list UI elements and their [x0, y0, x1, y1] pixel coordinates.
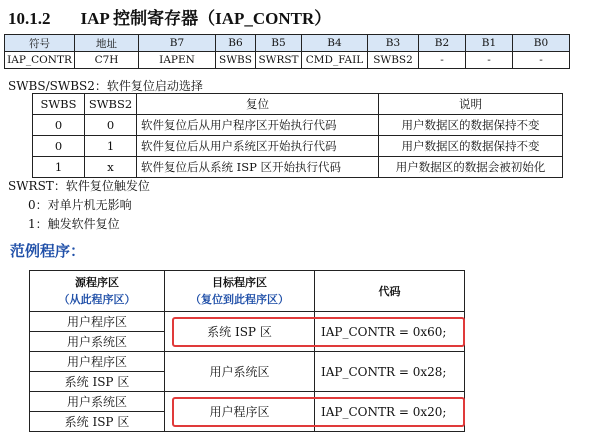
swrst-option: 1：触发软件复位	[28, 217, 120, 231]
swbs-cell: 软件复位后从用户程序区开始执行代码	[137, 115, 379, 136]
target-cell: 系统 ISP 区	[165, 312, 315, 352]
register-cell: -	[513, 52, 570, 69]
register-cell: -	[419, 52, 466, 69]
register-cell: SWBS2	[368, 52, 419, 69]
register-header-cell: B6	[216, 35, 256, 52]
register-header-row	[5, 35, 570, 52]
target-cell: 用户程序区	[165, 392, 315, 432]
swbs-cell: 软件复位后从系统 ISP 区开始执行代码	[137, 157, 379, 178]
section-number: 10.1.2	[8, 9, 51, 28]
swbs-cell: 软件复位后从用户系统区开始执行代码	[137, 136, 379, 157]
source-cell: 系统 ISP 区	[30, 412, 165, 432]
swbs-cell: x	[85, 157, 137, 178]
target-header-sub: （复位到此程序区）	[190, 293, 289, 306]
target-header-title: 目标程序区	[212, 276, 267, 289]
swrst-option: 0：对单片机无影响	[28, 198, 132, 212]
register-cell: IAPEN	[139, 52, 216, 69]
register-table	[4, 34, 570, 69]
source-cell: 用户系统区	[30, 392, 165, 412]
register-header-cell: B3	[368, 35, 419, 52]
source-cell: 用户系统区	[30, 332, 165, 352]
register-header-cell: B0	[513, 35, 570, 52]
swbs-cell: 0	[33, 115, 85, 136]
code-cell: IAP_CONTR = 0x20;	[315, 392, 465, 432]
register-header-cell: B1	[466, 35, 513, 52]
register-cell: IAP_CONTR	[5, 52, 75, 69]
register-header-cell: 地址	[75, 35, 139, 52]
register-header-cell: B5	[256, 35, 302, 52]
swbs-header-cell: SWBS	[33, 94, 85, 115]
section-heading	[8, 4, 331, 29]
swbs-cell: 1	[85, 136, 137, 157]
example-title: 范例程序：	[10, 242, 86, 260]
highlight-box-user	[172, 397, 465, 427]
register-header-cell: B2	[419, 35, 466, 52]
example-row	[30, 352, 465, 372]
swbs-cell: 用户数据区的数据会被初始化	[379, 157, 563, 178]
swbs-row	[33, 157, 563, 178]
register-header-cell: 符号	[5, 35, 75, 52]
swbs-cell: 0	[85, 115, 137, 136]
swbs-header-cell: SWBS2	[85, 94, 137, 115]
source-header	[30, 271, 165, 312]
register-cell: SWRST	[256, 52, 302, 69]
swbs-table	[32, 93, 563, 178]
target-header	[165, 271, 315, 312]
swbs-cell: 0	[33, 136, 85, 157]
source-header-title: 源程序区	[75, 276, 119, 289]
code-cell: IAP_CONTR = 0x28;	[315, 352, 465, 392]
swbs-row	[33, 115, 563, 136]
source-header-sub: （从此程序区）	[58, 293, 136, 306]
register-header-cell: B7	[139, 35, 216, 52]
swbs-cell: 用户数据区的数据保持不变	[379, 115, 563, 136]
swbs-row	[33, 136, 563, 157]
swbs-cell: 用户数据区的数据保持不变	[379, 136, 563, 157]
register-row	[5, 52, 570, 69]
source-cell: 系统 ISP 区	[30, 372, 165, 392]
code-cell: IAP_CONTR = 0x60;	[315, 312, 465, 352]
register-header-cell: B4	[302, 35, 368, 52]
register-cell: CMD_FAIL	[302, 52, 368, 69]
target-cell: 用户系统区	[165, 352, 315, 392]
code-header: 代码	[315, 271, 465, 312]
register-cell: SWBS	[216, 52, 256, 69]
source-cell: 用户程序区	[30, 312, 165, 332]
swbs-cell: 1	[33, 157, 85, 178]
swbs-header-cell: 说明	[379, 94, 563, 115]
swbs-header-cell: 复位	[137, 94, 379, 115]
section-title: IAP 控制寄存器（IAP_CONTR）	[80, 9, 332, 28]
swrst-label: SWRST：软件复位触发位	[8, 179, 150, 193]
register-cell: -	[466, 52, 513, 69]
swbs-header-row	[33, 94, 563, 115]
example-header-row	[30, 271, 465, 312]
swbs-label: SWBS/SWBS2：软件复位启动选择	[8, 79, 203, 93]
highlight-box-isp	[172, 317, 465, 347]
source-cell: 用户程序区	[30, 352, 165, 372]
register-cell: C7H	[75, 52, 139, 69]
